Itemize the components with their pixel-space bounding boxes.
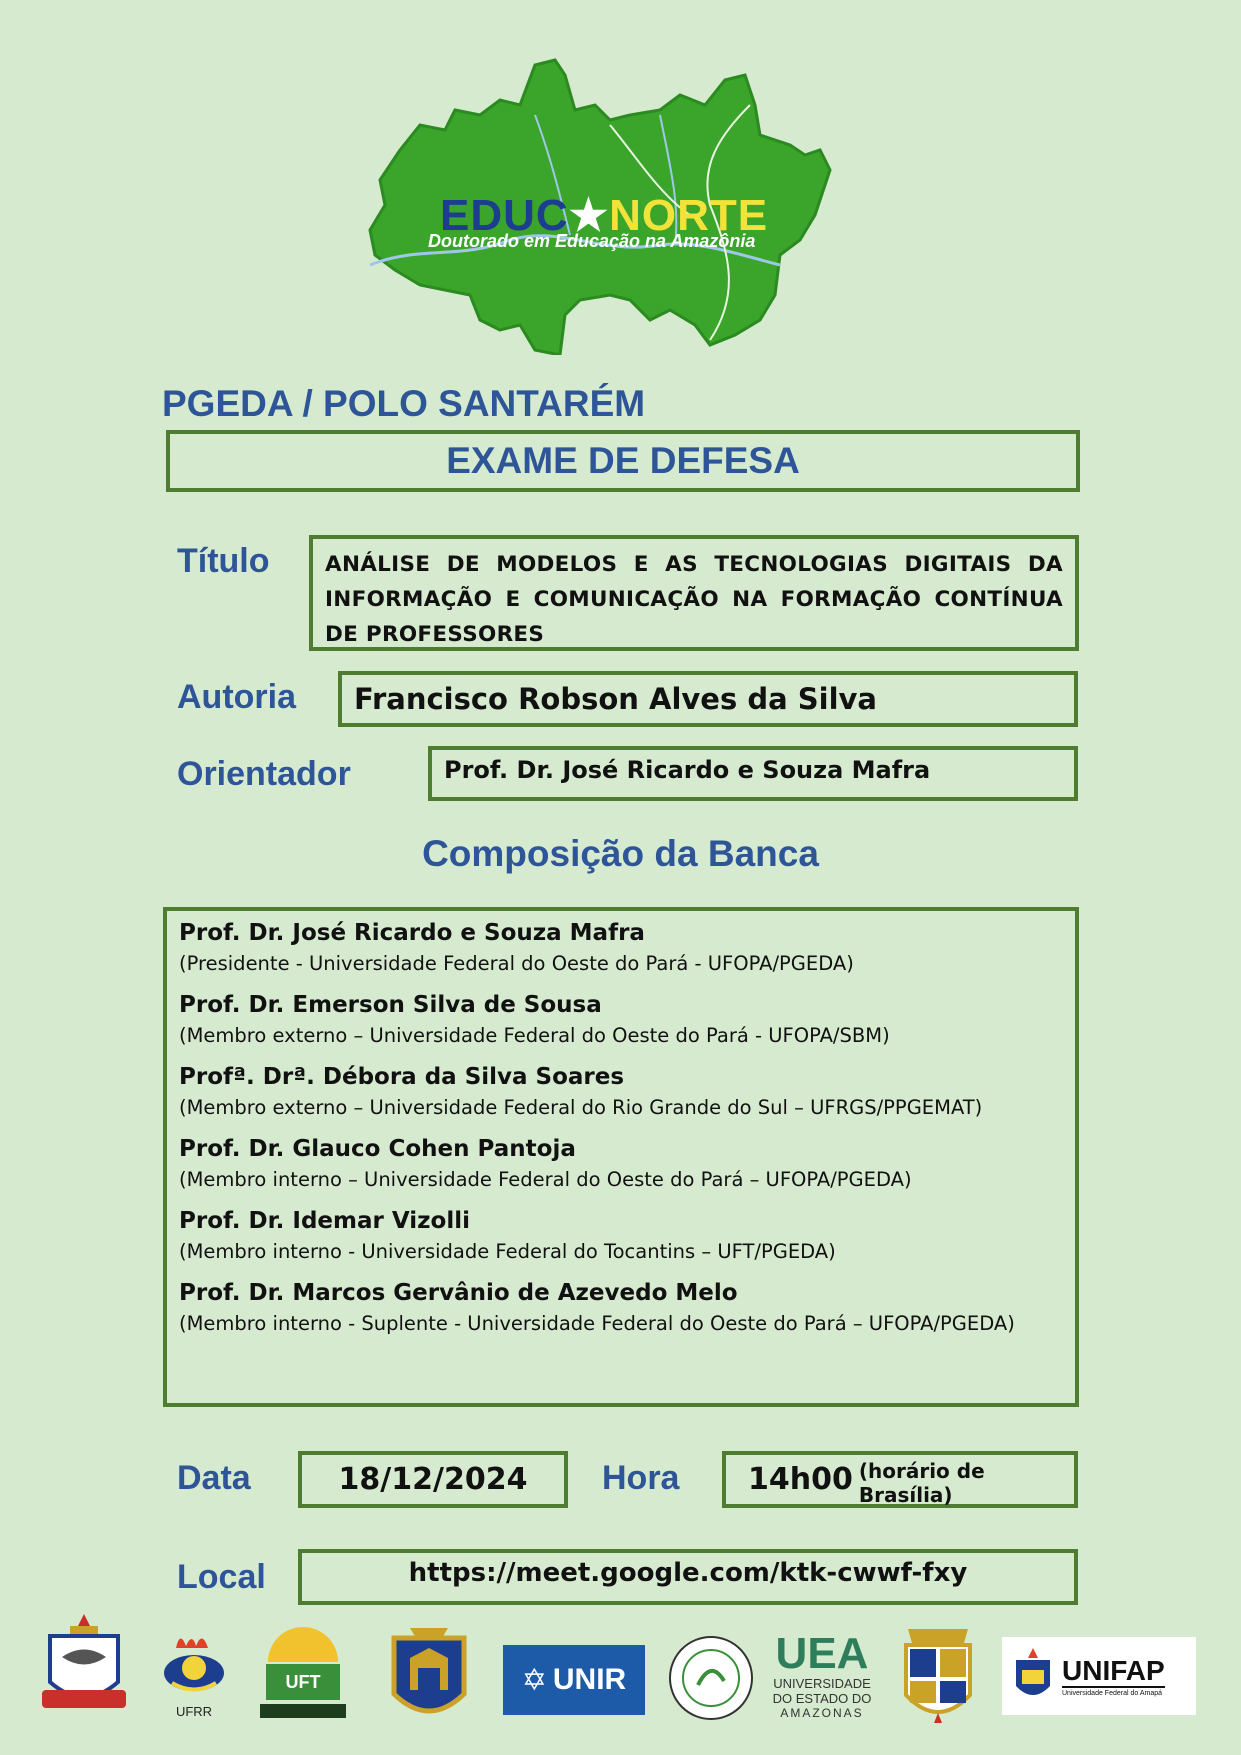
member-name: Prof. Dr. Marcos Gervânio de Azevedo Melo [179,1280,738,1306]
member-role: (Presidente - Universidade Federal do Oeste do Pará - UFOPA/PGEDA) [179,952,854,975]
titulo-label: Título [177,542,270,580]
local-label: Local [177,1558,266,1596]
banca-box [163,907,1079,1407]
star-icon: ★ [568,191,610,240]
ufpa-logo [40,1612,128,1724]
autoria-label: Autoria [177,678,296,716]
uft-logo [258,1622,348,1724]
unir-foundation-seal [668,1635,754,1721]
banca-member [179,1277,1063,1339]
uea-acronym: UEA [775,1629,869,1678]
unir-star-icon: ✡ [521,1663,547,1697]
educanorte-logo [360,55,870,355]
banca-member [179,989,1063,1051]
autoria-box [338,671,1078,727]
autoria-value: Francisco Robson Alves da Silva [354,682,877,716]
ufrr-logo [150,1628,238,1728]
unir-logo [503,1645,645,1715]
hora-label: Hora [602,1459,680,1497]
unifap-shield-icon [1012,1646,1054,1706]
banca-member [179,1061,1063,1123]
member-name: Prof. Dr. Idemar Vizolli [179,1208,470,1234]
logo-brand-left: EDUC [440,191,569,240]
member-role: (Membro interno – Universidade Federal do Oeste do Pará – UFOPA/PGEDA) [179,1168,912,1191]
hora-box [722,1451,1078,1508]
exam-title: EXAME DE DEFESA [446,440,800,481]
ufopa-logo [380,1624,478,1728]
hora-value: 14h00 [748,1462,853,1497]
member-name: Prof. Dr. José Ricardo e Souza Mafra [179,920,645,946]
member-name: Prof. Dr. Emerson Silva de Sousa [179,992,602,1018]
member-role: (Membro interno - Suplente - Universidade Federal do Oeste do Pará – UFOPA/PGEDA) [179,1312,1015,1335]
uea-line2: DO ESTADO DO [772,1691,872,1706]
uea-logo [772,1629,872,1728]
ufrr-label: UFRR [175,1704,213,1719]
banca-member [179,1133,1063,1195]
meet-link[interactable]: https://meet.google.com/ktk-cwwf-fxy [408,1558,968,1588]
data-value: 18/12/2024 [338,1462,528,1497]
unifap-label: UNIFAP [1062,1654,1165,1686]
titulo-box [309,535,1079,651]
member-name: Prof. Dr. Glauco Cohen Pantoja [179,1136,576,1162]
orientador-box [428,746,1078,801]
unir-label: UNIR [552,1663,627,1696]
banca-heading: Composição da Banca [422,833,819,874]
orientador-value: Prof. Dr. José Ricardo e Souza Mafra [444,755,931,784]
uea-line3: AMAZONAS [780,1706,864,1720]
unifap-logo [1002,1637,1196,1715]
banca-member [179,1205,1063,1267]
member-role: (Membro externo – Universidade Federal do Oeste do Pará - UFOPA/SBM) [179,1024,890,1047]
exam-title-box [166,430,1080,492]
unifap-subtitle: Universidade Federal do Amapá [1062,1686,1165,1697]
data-box [298,1451,568,1508]
program-heading: PGEDA / POLO SANTARÉM [162,383,646,424]
orientador-label: Orientador [177,755,351,793]
member-name: Profª. Drª. Débora da Silva Soares [179,1064,625,1090]
local-box [298,1549,1078,1605]
uea-line1: UNIVERSIDADE [773,1676,871,1691]
uft-label: UFT [285,1672,321,1692]
logo-subtitle: Doutorado em Educação na Amazônia [428,231,756,251]
banca-member [179,917,1063,979]
data-label: Data [177,1459,251,1497]
hora-note: (horário de Brasília) [858,1458,985,1507]
logo-brand-right: NORTE [609,191,769,240]
member-role: (Membro interno - Universidade Federal do Tocantins – UFT/PGEDA) [179,1240,836,1263]
member-role: (Membro externo – Universidade Federal do Rio Grande do Sul – UFRGS/PPGEMAT) [179,1096,983,1119]
titulo-value: ANÁLISE DE MODELOS E AS TECNOLOGIAS DIGITAIS DA INFORMAÇÃO E COMUNICAÇÃO NA FORMAÇÃO CONTÍNUA DE PROFESSORES [325,552,1063,647]
ufac-logo [898,1625,978,1731]
